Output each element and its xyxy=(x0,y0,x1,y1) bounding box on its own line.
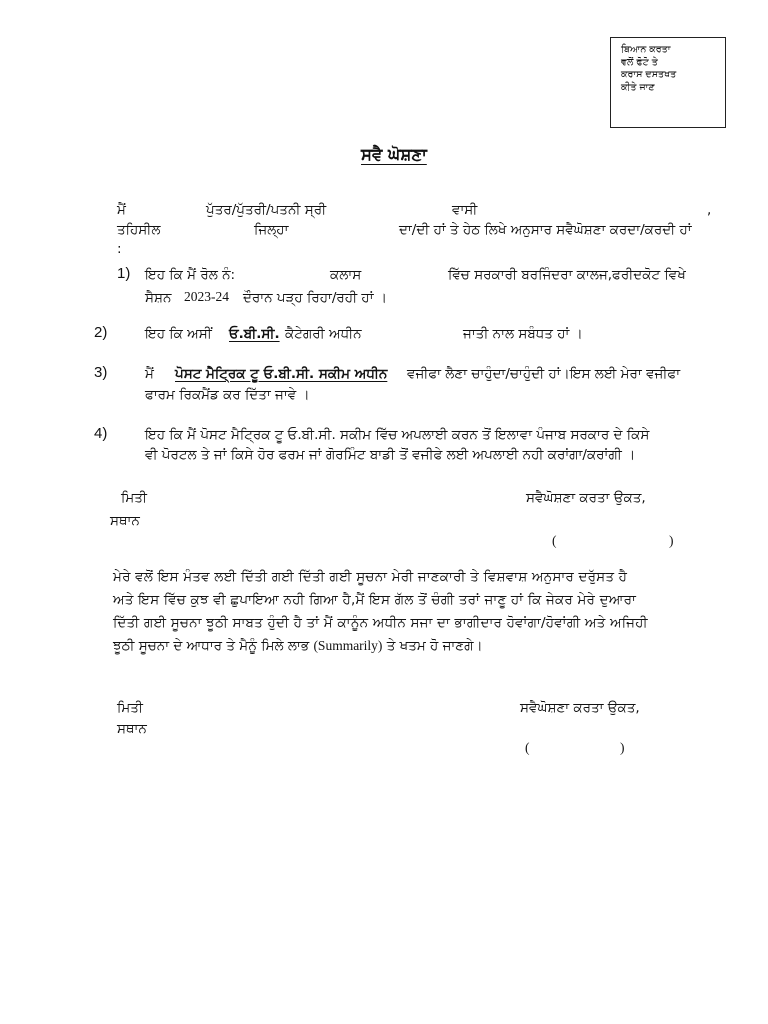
item-number: 1) xyxy=(117,265,131,282)
photo-box-line: ਬਿਆਨ ਕਰਤਾ xyxy=(621,44,671,55)
verification-line: ਅਤੇ ਇਸ ਵਿੱਚ ਕੁਝ ਵੀ ਛੁਪਾਇਆ ਨਹੀ ਗਿਆ ਹੈ,ਮੈਂ ਇਸ ਗੱਲ ਤੋਂ ਚੰਗੀ ਤਰਾਂ ਜਾਣੂ ਹਾਂ ਕਿ ਜੇਕਰ ਮੇਰੇ ਦੁਆਰਾ xyxy=(113,592,637,608)
intro-relation: ਪੁੱਤਰ/ਪੁੱਤਰੀ/ਪਤਨੀ ਸ੍ਰੀ xyxy=(206,202,327,218)
verification-line: ਦਿੱਤੀ ਗਈ ਸੂਚਨਾ ਝੂਠੀ ਸਾਬਤ ਹੁੰਦੀ ਹੈ ਤਾਂ ਮੈਂ ਕਾਨੂੰਨ ਅਧੀਨ ਸਜਾ ਦਾ ਭਾਗੀਦਾਰ ਹੋਵਾਂਗਾ/ਹੋਵਾਂਗੀ ਅਤੇ ਅਜਿਹੀ xyxy=(113,615,648,631)
item4-line2: ਵੀ ਪੋਰਟਲ ਤੇ ਜਾਂ ਕਿਸੇ ਹੋਰ ਫਰਮ ਜਾਂ ਗੋਰਮਿੰਟ ਬਾਡੀ ਤੋਂ ਵਜੀਫੇ ਲਈ ਅਪਲਾਈ ਨਹੀ ਕਰਾਂਗਾ/ਕਰਾਂਗੀ । xyxy=(145,447,636,463)
item3-scheme: ਪੋਸਟ ਮੈਟ੍ਰਿਕ ਟੂ ਓ.ਬੀ.ਸੀ. ਸਕੀਮ ਅਧੀਨ xyxy=(175,366,388,382)
item2-caste: ਜਾਤੀ ਨਾਲ ਸਬੰਧਤ ਹਾਂ । xyxy=(463,326,583,342)
intro-resident: ਵਾਸੀ xyxy=(452,202,478,218)
photo-box-line: ਕਰਾਸ ਦਸਤਖਤ xyxy=(621,69,677,80)
intro-declaration: ਦਾ/ਦੀ ਹਾਂ ਤੇ ਹੇਠ ਲਿਖੇ ਅਨੁਸਾਰ ਸਵੈਘੋਸ਼ਣਾ ਕਰਦਾ/ਕਰਦੀ ਹਾਂ xyxy=(399,222,692,238)
sign1-place: ਸਥਾਨ xyxy=(110,513,140,529)
sign2-place: ਸਥਾਨ xyxy=(117,721,147,737)
intro-district: ਜਿਲ੍ਹਾ xyxy=(254,222,289,238)
item1-class: ਕਲਾਸ xyxy=(330,267,362,283)
photo-signature-box xyxy=(610,37,726,128)
intro-tehsil: ਤਹਿਸੀਲ xyxy=(117,222,161,238)
page-title xyxy=(361,145,427,165)
sign1-paren-close: ) xyxy=(669,533,674,548)
item1-college: ਵਿੱਚ ਸਰਕਾਰੀ ਬਰਜਿੰਦਰਾ ਕਾਲਜ,ਫਰੀਦਕੋਟ ਵਿਖੇ xyxy=(448,267,686,283)
item1-studying: ਦੌਰਾਨ ਪੜ੍ਹ ਰਿਹਾ/ਰਹੀ ਹਾਂ । xyxy=(243,290,387,306)
verification-summarily: (Summarily) xyxy=(313,638,383,653)
verification-text: ਤੇ ਖਤਮ ਹੋ ਜਾਣਗੇ। xyxy=(386,638,483,654)
item2-under: ਕੈਟੇਗਰੀ ਅਧੀਨ xyxy=(285,326,362,342)
item1-session-label: ਸੈਸ਼ਨ xyxy=(145,290,172,306)
intro-colon: : xyxy=(117,241,122,257)
item4-line1: ਇਹ ਕਿ ਮੈਂ ਪੋਸਟ ਮੈਟ੍ਰਿਕ ਟੂ ਓ.ਬੀ.ਸੀ. ਸਕੀਮ ਵਿੱਚ ਅਪਲਾਈ ਕਰਨ ਤੋਂ ਇਲਾਵਾ ਪੰਜਾਬ ਸਰਕਾਰ ਦੇ ਕਿਸੇ xyxy=(145,427,650,443)
item3-want: ਵਜੀਫਾ ਲੈਣਾ ਚਾਹੁੰਦਾ/ਚਾਹੁੰਦੀ ਹਾਂ।ਇਸ ਲਈ ਮੇਰਾ ਵਜੀਫਾ xyxy=(407,366,681,382)
sign2-paren-close: ) xyxy=(620,740,625,755)
verification-line: ਮੇਰੇ ਵਲੋਂ ਇਸ ਮੰਤਵ ਲਈ ਦਿੱਤੀ ਗਈ ਦਿੱਤੀ ਗਈ ਸੂਚਨਾ ਮੇਰੀ ਜਾਣਕਾਰੀ ਤੇ ਵਿਸ਼ਵਾਸ਼ ਅਨੁਸਾਰ ਦਰੁੱਸਤ ਹੈ xyxy=(113,569,628,585)
item2-we: ਇਹ ਕਿ ਅਸੀਂ xyxy=(145,326,212,342)
item3-recommend: ਫਾਰਮ ਰਿਕਮੈਂਡ ਕਰ ਦਿੱਤਾ ਜਾਵੇ । xyxy=(145,387,310,403)
sign2-declarant: ਸਵੈਘੋਸ਼ਣਾ ਕਰਤਾ ਉਕਤ, xyxy=(520,700,640,716)
sign1-paren-open: ( xyxy=(552,533,557,548)
sign2-date: ਮਿਤੀ xyxy=(117,700,143,716)
photo-box-line: ਵਲੋਂ ਫੋਟੋ ਤੇ xyxy=(621,56,658,68)
photo-box-line: ਕੀਤੇ ਜਾਣ xyxy=(621,81,655,93)
item3-i: ਮੈਂ xyxy=(145,366,154,382)
item-number: 3) xyxy=(94,364,108,381)
item2-category: ਓ.ਬੀ.ਸੀ. xyxy=(229,326,280,342)
item1-rollno: ਇਹ ਕਿ ਮੈਂ ਰੋਲ ਨੰ: xyxy=(145,267,236,283)
intro-comma: , xyxy=(707,202,712,218)
sign1-date: ਮਿਤੀ xyxy=(121,490,147,506)
item1-session-year: 2023-24 xyxy=(184,289,229,304)
page-title-text: ਸਵੈ ਘੋਸ਼ਣਾ xyxy=(361,145,427,164)
sign1-declarant: ਸਵੈਘੋਸ਼ਣਾ ਕਰਤਾ ਉਕਤ, xyxy=(526,490,646,506)
item-number: 2) xyxy=(94,324,108,341)
verification-text: ਝੂਠੀ ਸੂਚਨਾ ਦੇ ਆਧਾਰ ਤੇ ਮੈਨੂੰ ਮਿਲੇ ਲਾਭ xyxy=(113,638,310,654)
item-number: 4) xyxy=(94,425,108,442)
intro-i: ਮੈਂ xyxy=(117,202,126,218)
verification-line xyxy=(113,637,483,655)
sign2-paren-open: ( xyxy=(525,740,530,755)
